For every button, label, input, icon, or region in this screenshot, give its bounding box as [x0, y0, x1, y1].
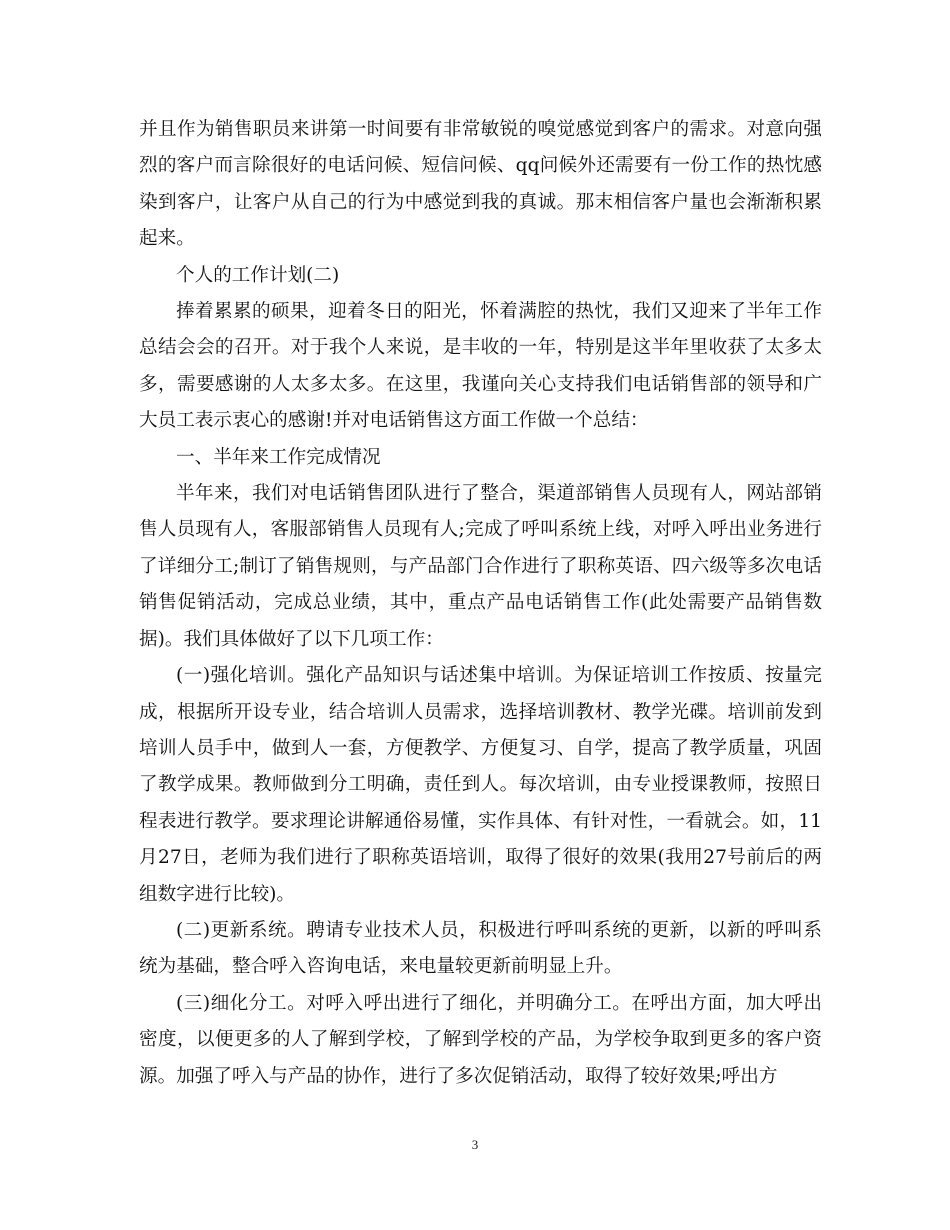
section-heading-work-plan-2: 个人的工作计划(二) — [176, 264, 340, 286]
paragraph-system-update: (二)更新系统。聘请专业技术人员，积极进行呼叫系统的更新，以新的呼叫系统为基础，整合呼入咨询电话，来电量较更新前明显上升。 — [139, 919, 822, 978]
paragraph-continuation: 并且作为销售职员来讲第一时间要有非常敏锐的嗅觉感觉到客户的需求。对意向强烈的客户而言除很好的电话问候、短信问候、qq问候外还需要有一份工作的热忱感染到客户，让客户从自己的行为中感觉到我的真诚。那末相信客户量也会渐渐积累起来。 — [139, 119, 822, 250]
section-heading-completion: 一、半年来工作完成情况 — [176, 446, 381, 468]
paragraph-training: (一)强化培训。强化产品知识与话述集中培训。为保证培训工作按质、按量完成，根据所开设专业，结合培训人员需求，选择培训教材、教学光碟。培训前发到培训人员手中，做到人一套，方便教学、方便复习、自学，提高了教学质量，巩固了教学成果。教师做到分工明确，责任到人。每次培训，由专业授课教师，按照日程表进行教学。要求理论讲解通俗易懂，实作具体、有针对性，一看就会。如，11月27日，老师为我们进行了职称英语培训，取得了很好的效果(我用27号前后的两组数字进行比较)。 — [139, 665, 822, 905]
document-body — [139, 112, 822, 1095]
paragraph-division: (三)细化分工。对呼入呼出进行了细化，并明确分工。在呼出方面，加大呼出密度，以便更多的人了解到学校，了解到学校的产品，为学校争取到更多的客户资源。加强了呼入与产品的协作，进行了多次促销活动，取得了较好效果;呼出方 — [139, 992, 822, 1087]
page-number: 3 — [471, 1137, 479, 1152]
paragraph-overview: 半年来，我们对电话销售团队进行了整合，渠道部销售人员现有人，网站部销售人员现有人，客服部销售人员现有人;完成了呼叫系统上线，对呼入呼出业务进行了详细分工;制订了销售规则，与产品部门合作进行了职称英语、四六级等多次电话销售促销活动，完成总业绩，其中，重点产品电话销售工作(此处需要产品销售数据)。我们具体做好了以下几项工作： — [139, 483, 822, 650]
paragraph-intro: 捧着累累的硕果，迎着冬日的阳光，怀着满腔的热忱，我们又迎来了半年工作总结会会的召开。对于我个人来说，是丰收的一年，特别是这半年里收获了太多太多，需要感谢的人太多太多。在这里，我谨向关心支持我们电话销售部的领导和广大员工表示衷心的感谢!并对电话销售这方面工作做一个总结： — [139, 301, 822, 432]
